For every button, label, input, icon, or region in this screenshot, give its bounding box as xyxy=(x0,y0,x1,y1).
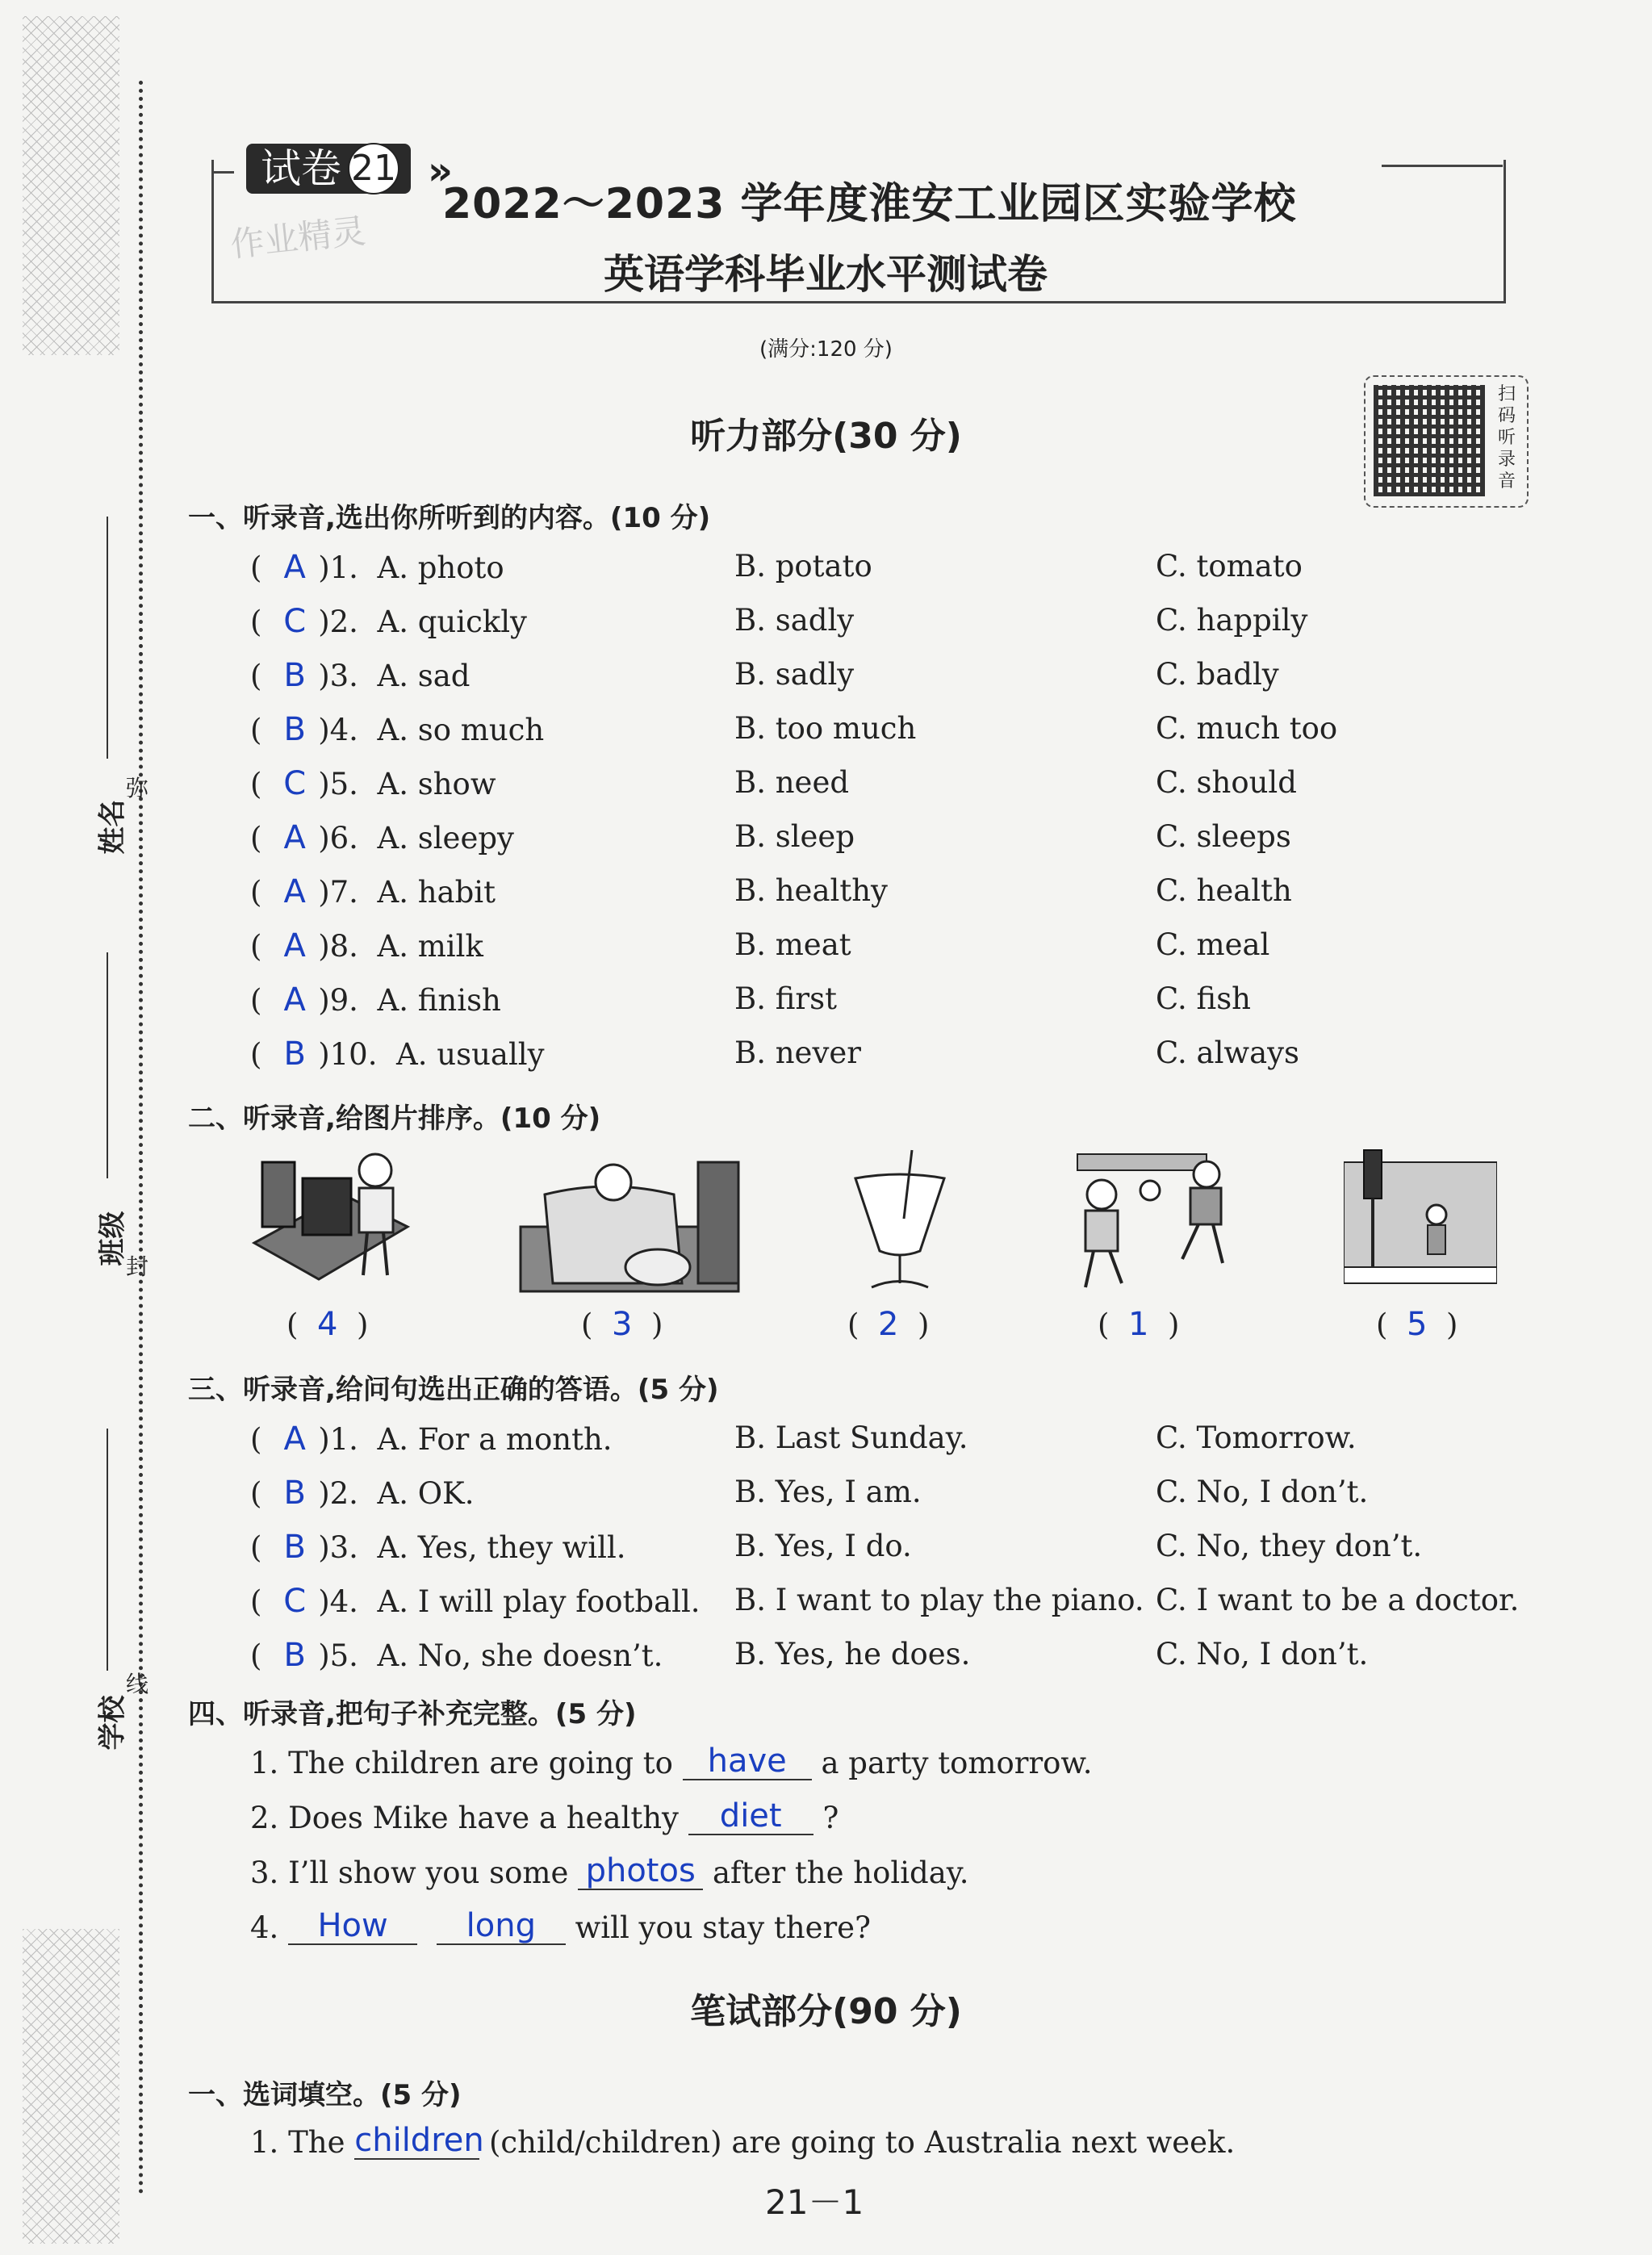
part1-option-b: B. need xyxy=(734,765,850,800)
picture2-answer-value[interactable]: 3 xyxy=(611,1306,633,1343)
part1-option-c: C. badly xyxy=(1156,657,1279,692)
picture-boy-bed xyxy=(512,1146,747,1299)
feng-mark: 封 xyxy=(126,1253,149,1280)
class-underline xyxy=(107,952,108,1178)
part1-q10: ( B )10. A. usually xyxy=(250,1035,545,1073)
part3-option-b: B. Yes, I do. xyxy=(734,1529,912,1563)
picture3-answer-value[interactable]: 2 xyxy=(877,1306,899,1343)
part3-option-b: B. Last Sunday. xyxy=(734,1420,968,1455)
part1-option-c: C. tomato xyxy=(1156,549,1303,584)
part4-sentence3 xyxy=(250,1853,969,1890)
picture1-answer: ( 4 ) xyxy=(286,1306,369,1343)
listening-part3-title: 三、听录音,给问句选出正确的答语。(5 分) xyxy=(188,1374,719,1406)
mi-mark: 弥 xyxy=(126,775,149,801)
part4-sentence2 xyxy=(250,1798,839,1835)
part4-s3-post: after the holiday. xyxy=(712,1855,969,1890)
part3-number: )4. xyxy=(318,1584,358,1619)
part4-s4-post: will you stay there? xyxy=(575,1910,871,1945)
listening-part4-title: 四、听录音,把句子补充完整。(5 分) xyxy=(188,1698,637,1730)
part1-option-c: C. health xyxy=(1156,873,1292,908)
part4-s4-text: 4. xyxy=(250,1910,279,1945)
part1-number: )8. xyxy=(318,929,358,964)
part1-q4: ( B )4. A. so much xyxy=(250,711,545,748)
part3-answer[interactable]: B xyxy=(283,1637,306,1674)
part1-number: )5. xyxy=(318,767,358,801)
class-label: 班级 xyxy=(96,1211,129,1266)
part3-option-c: C. No, I don’t. xyxy=(1156,1637,1369,1671)
paper-badge-number: 21 xyxy=(348,143,399,195)
part3-q5: ( B )5. A. No, she doesn’t. xyxy=(250,1637,663,1674)
part1-answer[interactable]: A xyxy=(283,549,306,586)
part1-option-a: A. sad xyxy=(377,659,471,693)
part4-s2-blank[interactable]: diet xyxy=(688,1798,813,1835)
part4-s1-post: a party tomorrow. xyxy=(821,1746,1093,1780)
part3-option-a: A. Yes, they will. xyxy=(377,1530,626,1565)
part3-option-c: C. Tomorrow. xyxy=(1156,1420,1357,1455)
part1-q7: ( A )7. A. habit xyxy=(250,873,496,910)
part3-option-a: A. OK. xyxy=(377,1476,475,1511)
paper-badge-label: 试卷 xyxy=(261,145,341,192)
picture2-answer: ( 3 ) xyxy=(581,1306,663,1343)
part3-answer[interactable]: B xyxy=(283,1529,306,1566)
part1-option-a: A. so much xyxy=(377,713,545,747)
part1-number: )10. xyxy=(318,1037,378,1072)
part1-q3: ( B )3. A. sad xyxy=(250,657,471,694)
part1-option-c: C. should xyxy=(1156,765,1297,800)
xian-mark: 线 xyxy=(126,1671,149,1697)
writing-s1-text: 1. The xyxy=(250,2125,345,2160)
part1-answer[interactable]: B xyxy=(283,657,306,694)
part3-q3: ( B )3. A. Yes, they will. xyxy=(250,1529,626,1566)
part4-sentence1 xyxy=(250,1743,1092,1780)
part1-answer[interactable]: A xyxy=(283,927,306,964)
part1-option-c: C. sleeps xyxy=(1156,819,1291,854)
writing-heading: 笔试部分(90 分) xyxy=(690,1991,962,2032)
part3-q1: ( A )1. A. For a month. xyxy=(250,1420,613,1458)
part1-number: )2. xyxy=(318,605,358,639)
part3-option-a: A. No, she doesn’t. xyxy=(377,1638,663,1673)
part3-number: )5. xyxy=(318,1638,358,1673)
picture4-answer: ( 1 ) xyxy=(1098,1306,1180,1343)
part3-answer[interactable]: B xyxy=(283,1475,306,1512)
part1-option-a: A. show xyxy=(377,767,496,801)
page-number: 21－1 xyxy=(765,2182,864,2222)
part1-option-b: B. sadly xyxy=(734,657,855,692)
part1-option-a: A. milk xyxy=(377,929,483,964)
part4-s2-text: 2. Does Mike have a healthy xyxy=(250,1801,679,1835)
part3-answer[interactable]: A xyxy=(283,1420,306,1458)
picture-juice-glass xyxy=(847,1146,952,1299)
part3-number: )1. xyxy=(318,1422,358,1457)
writing-sentence1 xyxy=(250,2123,1235,2160)
part1-answer[interactable]: B xyxy=(283,1035,306,1073)
picture-computer-girl xyxy=(246,1146,424,1299)
picture3-answer: ( 2 ) xyxy=(847,1306,930,1343)
page-title-line1: 2022～2023 学年度淮安工业园区实验学校 xyxy=(442,180,1297,228)
part1-answer[interactable]: A xyxy=(283,981,306,1019)
full-score: (满分:120 分) xyxy=(759,337,893,362)
part3-option-c: C. No, I don’t. xyxy=(1156,1475,1369,1509)
part1-option-c: C. happily xyxy=(1156,603,1308,638)
part3-option-c: C. I want to be a doctor. xyxy=(1156,1583,1520,1617)
part3-number: )3. xyxy=(318,1530,358,1565)
chevron-right-icon: » xyxy=(428,149,454,194)
part3-option-b: B. Yes, he does. xyxy=(734,1637,971,1671)
part3-option-b: B. I want to play the piano. xyxy=(734,1583,1144,1617)
part1-option-b: B. potato xyxy=(734,549,872,584)
part1-option-b: B. healthy xyxy=(734,873,888,908)
watermark-text: 作业精灵 xyxy=(228,211,368,265)
part4-s3-text: 3. I’ll show you some xyxy=(250,1855,569,1890)
part3-option-a: A. For a month. xyxy=(377,1422,613,1457)
part3-option-b: B. Yes, I am. xyxy=(734,1475,922,1509)
qr-caption: 扫码听录音 xyxy=(1497,384,1516,492)
part1-option-a: A. photo xyxy=(377,550,504,585)
part1-option-b: B. too much xyxy=(734,711,917,746)
part3-answer[interactable]: C xyxy=(283,1583,307,1620)
part1-answer[interactable]: A xyxy=(283,819,306,856)
name-underline xyxy=(107,517,108,759)
picture-football-boys xyxy=(1045,1146,1239,1299)
part1-option-c: C. much too xyxy=(1156,711,1338,746)
school-underline xyxy=(107,1429,108,1671)
part1-number: )4. xyxy=(318,713,358,747)
part1-option-b: B. sadly xyxy=(734,603,855,638)
part4-sentence4 xyxy=(250,1908,871,1945)
writing-part1-title: 一、选词填空。(5 分) xyxy=(188,2079,462,2111)
picture-traffic-light xyxy=(1344,1146,1497,1299)
picture4-answer-value[interactable]: 1 xyxy=(1127,1306,1149,1343)
part1-q5: ( C )5. A. show xyxy=(250,765,496,802)
part4-s3-blank[interactable]: photos xyxy=(578,1853,703,1890)
part1-option-b: B. first xyxy=(734,981,837,1016)
part1-option-c: C. fish xyxy=(1156,981,1252,1016)
part1-option-a: A. usually xyxy=(396,1037,545,1072)
margin-hatch-bottom xyxy=(23,1929,119,2244)
part3-option-c: C. No, they don’t. xyxy=(1156,1529,1423,1563)
part4-s1-blank[interactable]: have xyxy=(683,1743,812,1780)
part4-s4-blank1[interactable]: How xyxy=(288,1908,417,1945)
margin-hatch-top xyxy=(23,16,119,355)
part1-number: )1. xyxy=(318,550,358,585)
part1-option-a: A. habit xyxy=(377,875,496,910)
part1-option-a: A. quickly xyxy=(377,605,527,639)
name-label: 姓名 xyxy=(96,799,129,855)
part1-option-b: B. sleep xyxy=(734,819,855,854)
part4-s2-post: ? xyxy=(822,1801,839,1835)
writing-s1-blank[interactable]: children xyxy=(354,2122,484,2159)
page-title-line2: 英语学科毕业水平测试卷 xyxy=(604,251,1048,298)
part1-option-b: B. meat xyxy=(734,927,851,962)
part1-answer[interactable]: B xyxy=(283,711,306,748)
part1-number: )3. xyxy=(318,659,358,693)
part1-answer[interactable]: C xyxy=(283,603,307,640)
part3-q4: ( C )4. A. I will play football. xyxy=(250,1583,701,1620)
binding-dashed-line xyxy=(139,81,143,2195)
part1-answer[interactable]: A xyxy=(283,873,306,910)
part1-q2: ( C )2. A. quickly xyxy=(250,603,527,640)
part3-q2: ( B )2. A. OK. xyxy=(250,1475,475,1512)
part1-option-a: A. finish xyxy=(377,983,501,1018)
school-label: 学校 xyxy=(96,1695,129,1751)
part3-option-a: A. I will play football. xyxy=(377,1584,701,1619)
listening-heading: 听力部分(30 分) xyxy=(690,416,962,457)
picture5-answer-value[interactable]: 5 xyxy=(1406,1306,1428,1343)
part1-q6: ( A )6. A. sleepy xyxy=(250,819,514,856)
part1-q9: ( A )9. A. finish xyxy=(250,981,501,1019)
part1-q8: ( A )8. A. milk xyxy=(250,927,483,964)
part1-option-c: C. always xyxy=(1156,1035,1300,1070)
writing-s1-post: (child/children) are going to Australia next week. xyxy=(489,2125,1236,2160)
part1-number: )9. xyxy=(318,983,358,1018)
part4-s1-text: 1. The children are going to xyxy=(250,1746,673,1780)
part1-option-a: A. sleepy xyxy=(377,821,514,856)
part1-option-b: B. never xyxy=(734,1035,861,1070)
part1-answer[interactable]: C xyxy=(283,765,307,802)
part1-number: )7. xyxy=(318,875,358,910)
part1-option-c: C. meal xyxy=(1156,927,1270,962)
part1-q1: ( A )1. A. photo xyxy=(250,549,504,586)
listening-part1-title: 一、听录音,选出你所听到的内容。(10 分) xyxy=(188,502,711,534)
picture5-answer: ( 5 ) xyxy=(1376,1306,1458,1343)
part4-s4-blank2[interactable]: long xyxy=(437,1908,566,1945)
part1-number: )6. xyxy=(318,821,358,856)
picture1-answer-value[interactable]: 4 xyxy=(316,1306,338,1343)
paper-badge xyxy=(246,144,411,194)
listening-part2-title: 二、听录音,给图片排序。(10 分) xyxy=(188,1102,601,1135)
part3-number: )2. xyxy=(318,1476,358,1511)
